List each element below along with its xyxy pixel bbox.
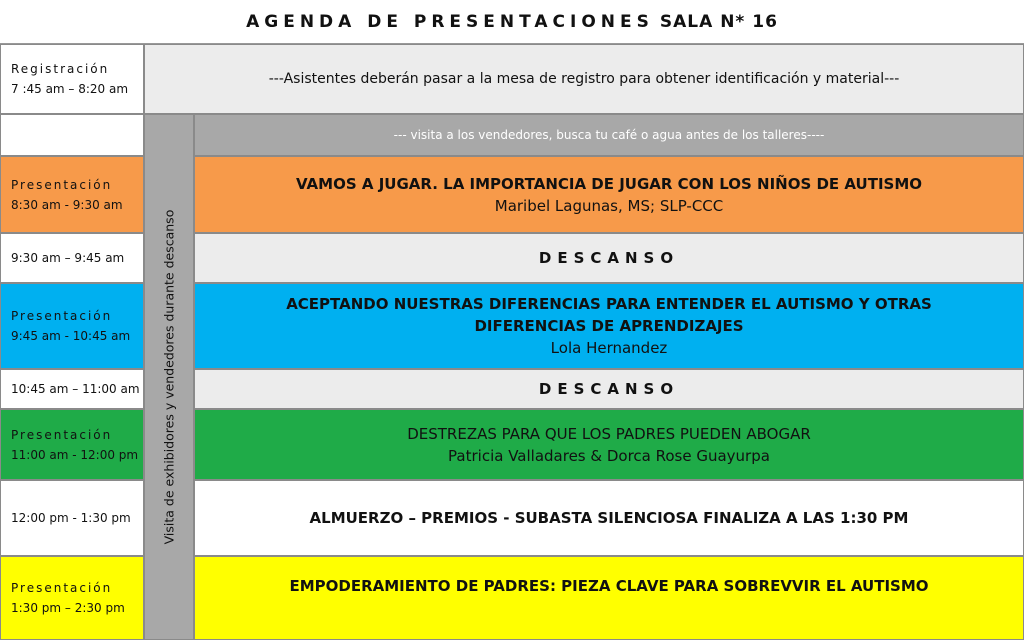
row-1-label: Presentación: [11, 177, 113, 192]
room-number: SALA N* 16: [659, 11, 778, 32]
vendors-sidebar: [144, 114, 194, 640]
row-4-title: DESCANSO: [538, 380, 680, 398]
row-5-session-cell: [194, 409, 1024, 480]
row-1-time-cell: [0, 156, 144, 233]
row-6-session-cell: [194, 480, 1024, 556]
row-5-speaker: Patricia Valladares & Dorca Rose Guayurpa: [448, 446, 770, 465]
row-5-time-cell: [0, 409, 144, 480]
row-3-speaker: Lola Hernandez: [550, 339, 668, 357]
row-3-title: ACEPTANDO NUESTRAS DIFERENCIAS PARA ENTENDER EL AUTISMO Y OTRAS DIFERENCIAS DE APRENDIZAJES: [286, 295, 932, 335]
blank-time-cell: [0, 114, 144, 156]
registration-label: Registración: [11, 62, 110, 76]
vendors-banner-text: --- visita a los vendedores, busca tu café o agua antes de los talleres----: [393, 128, 825, 142]
registration-info-cell: [144, 44, 1024, 114]
row-5-time: 11:00 am - 12:00 pm: [11, 447, 139, 462]
row-7-time: 1:30 pm – 2:30 pm: [11, 601, 125, 615]
row-4-session-cell: [194, 369, 1024, 409]
row-7-time-cell: [0, 556, 144, 640]
row-6-time-cell: [0, 480, 144, 556]
row-6-time: 12:00 pm - 1:30 pm: [11, 511, 131, 525]
row-2-title: DESCANSO: [538, 249, 680, 267]
row-7-session-cell: [194, 556, 1024, 640]
row-1-title: VAMOS A JUGAR. LA IMPORTANCIA DE JUGAR CON LOS NIÑOS DE AUTISMO: [295, 174, 923, 193]
vendors-sidebar-text: Visita de exhibidores y vendedores durante descanso: [161, 209, 177, 545]
row-7-title: EMPODERAMIENTO DE PADRES: PIEZA CLAVE PARA SOBREVVIR EL AUTISMO: [289, 577, 929, 595]
row-3-time: 9:45 am - 10:45 am: [11, 329, 131, 343]
registration-time-cell: [0, 44, 144, 114]
row-1-session-cell: [194, 156, 1024, 233]
row-1-speaker: Maribel Lagunas, MS; SLP-CCC: [494, 196, 724, 215]
row-3-time-cell: [0, 283, 144, 369]
row-4-time-cell: [0, 369, 144, 409]
agenda-title-text: AGENDA DE PRESENTACIONES: [246, 11, 654, 32]
vendors-banner: [194, 114, 1024, 156]
row-2-time-cell: [0, 233, 144, 283]
row-3-label: Presentación: [11, 309, 113, 323]
row-6-title: ALMUERZO – PREMIOS - SUBASTA SILENCIOSA FINALIZA A LAS 1:30 PM: [309, 509, 909, 527]
row-5-label: Presentación: [11, 427, 113, 442]
row-2-session-cell: [194, 233, 1024, 283]
row-2-time: 9:30 am – 9:45 am: [11, 251, 125, 265]
row-5-title: DESTREZAS PARA QUE LOS PADRES PUEDEN ABOGAR: [407, 424, 811, 443]
row-3-session-cell: [194, 283, 1024, 369]
registration-time: 7 :45 am – 8:20 am: [11, 82, 129, 96]
agenda-title: [0, 0, 1024, 44]
row-7-label: Presentación: [11, 581, 113, 595]
row-1-time: 8:30 am - 9:30 am: [11, 197, 123, 212]
row-4-time: 10:45 am – 11:00 am: [11, 382, 140, 396]
registration-info: ---Asistentes deberán pasar a la mesa de registro para obtener identificación y material---: [268, 71, 900, 87]
